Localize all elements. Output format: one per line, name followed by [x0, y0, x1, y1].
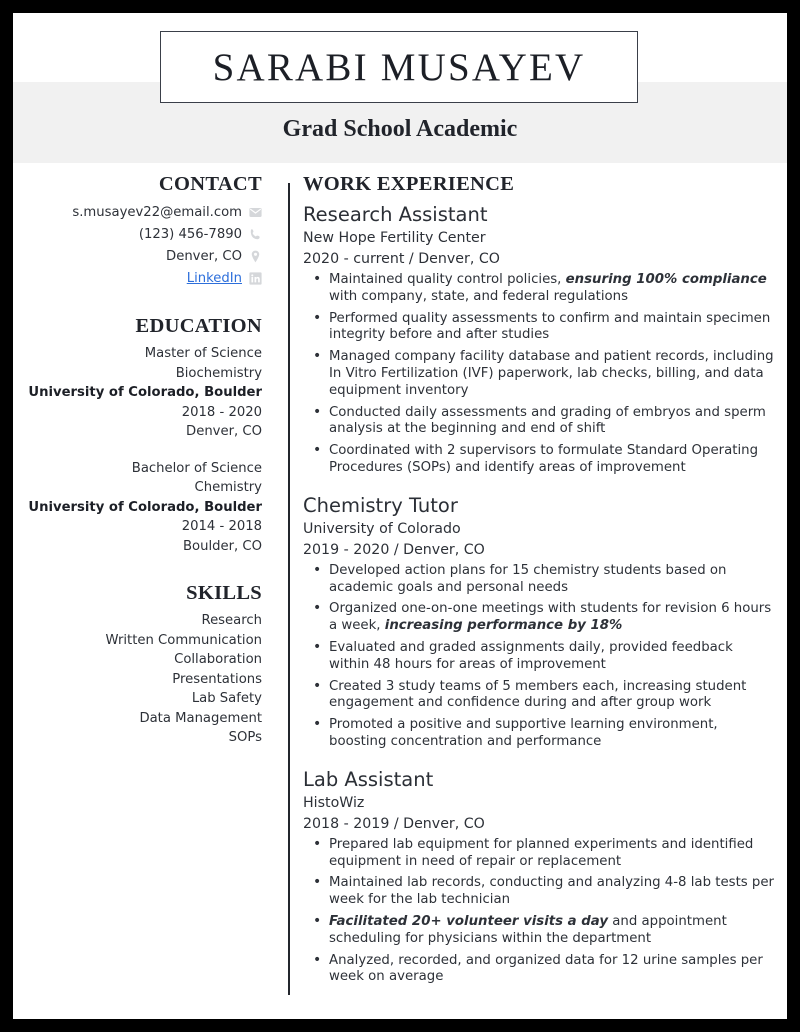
bullet-item: • Maintained lab records, conducting and analyzing 4-8 lab tests per week for the lab technician	[303, 875, 775, 909]
contact-item-phone	[13, 224, 262, 245]
job-meta: 2019 - 2020 / Denver, CO	[303, 541, 485, 558]
resume-body	[13, 173, 787, 1019]
education-entry	[13, 344, 262, 442]
contact-heading: CONTACT	[158, 173, 262, 195]
job-entry	[303, 767, 775, 986]
resume-paper	[13, 13, 787, 1019]
bullet-item: • Conducted daily assessments and grading of embryos and sperm analysis at the beginning and end of shift	[303, 405, 775, 439]
education-entry	[13, 459, 262, 557]
phone-icon	[249, 228, 262, 241]
bullet-item: • Promoted a positive and supportive learning environment, boosting concentration and performance	[303, 717, 775, 751]
education-location: Boulder, CO	[182, 538, 262, 554]
education-school: University of Colorado, Boulder	[28, 499, 262, 515]
linkedin-link[interactable]: LinkedIn	[186, 271, 242, 286]
job-entry	[303, 202, 775, 477]
contact-phone-text: (123) 456-7890	[138, 227, 242, 242]
job-company: HistoWiz	[303, 794, 365, 811]
name-box	[160, 31, 638, 103]
work-experience-heading: WORK EXPERIENCE	[303, 173, 515, 195]
location-pin-icon	[249, 250, 262, 263]
education-field: Chemistry	[194, 480, 262, 495]
skill-item: Research	[201, 613, 262, 628]
bullet-item: • Maintained quality control policies, ensuring 100% compliance with company, state, and federal regulations	[303, 272, 775, 306]
education-degree: Master of Science	[144, 346, 262, 361]
education-field: Biochemistry	[175, 365, 262, 381]
bullet-item: • Evaluated and graded assignments daily, provided feedback within 48 hours for areas of improvement	[303, 640, 775, 674]
section-contact	[13, 173, 262, 289]
job-bullets	[303, 272, 775, 477]
linkedin-icon[interactable]	[249, 272, 262, 285]
education-heading: EDUCATION	[135, 315, 262, 337]
contact-item-location	[13, 246, 262, 267]
bullet-item: • Created 3 study teams of 5 members each, increasing student engagement and confidence during and after group work	[303, 679, 775, 713]
main-column	[303, 173, 787, 991]
education-degree: Bachelor of Science	[131, 460, 262, 476]
bullet-item: • Managed company facility database and patient records, including In Vitro Fertilization (IVF) paperwork, lab checks, billing, and data equipment inventory	[303, 349, 775, 399]
contact-email-text: s.musayev22@email.com	[72, 205, 242, 220]
job-bullets	[303, 563, 775, 751]
header-subtitle: Grad School Academic	[282, 116, 518, 142]
column-divider	[288, 183, 290, 995]
job-meta: 2020 - current / Denver, CO	[303, 251, 500, 267]
contact-location-text: Denver, CO	[166, 249, 242, 264]
job-company: New Hope Fertility Center	[303, 230, 486, 246]
contact-item-linkedin[interactable]	[13, 268, 262, 289]
skills-heading: SKILLS	[186, 582, 262, 604]
skill-item: Presentations	[172, 671, 262, 687]
education-dates: 2014 - 2018	[181, 519, 262, 534]
job-title: Lab Assistant	[303, 767, 434, 791]
skill-item: Lab Safety	[191, 691, 262, 706]
education-school: University of Colorado, Boulder	[28, 385, 262, 400]
bullet-item: • Developed action plans for 15 chemistry students based on academic goals and personal needs	[303, 563, 775, 597]
sidebar	[13, 173, 275, 748]
skill-item: Written Communication	[105, 632, 262, 648]
job-meta: 2018 - 2019 / Denver, CO	[303, 815, 485, 832]
bullet-item: • Organized one-on-one meetings with students for revision 6 hours a week, increasing performance by 18%	[303, 601, 775, 635]
bullet-item: • Coordinated with 2 supervisors to formulate Standard Operating Procedures (SOPs) and identify areas of improvement	[303, 443, 775, 477]
bullet-item: • Prepared lab equipment for planned experiments and identified equipment in need of repair or replacement	[303, 837, 775, 871]
bullet-item: • Facilitated 20+ volunteer visits a day and appointment scheduling for physicians within the department	[303, 914, 775, 948]
bullet-item: • Analyzed, recorded, and organized data for 12 urine samples per week on average	[303, 953, 775, 987]
section-education	[13, 315, 262, 556]
education-location: Denver, CO	[186, 424, 262, 439]
skill-item: Collaboration	[174, 652, 262, 667]
education-dates: 2018 - 2020	[181, 404, 262, 420]
job-company: University of Colorado	[303, 520, 461, 537]
contact-item-email	[13, 202, 262, 223]
skill-item: SOPs	[228, 730, 262, 745]
skill-item: Data Management	[139, 710, 262, 726]
section-skills	[13, 582, 262, 748]
job-title: Research Assistant	[303, 203, 488, 226]
envelope-icon	[249, 206, 262, 219]
job-bullets	[303, 837, 775, 986]
job-entry	[303, 493, 775, 751]
job-title: Chemistry Tutor	[303, 493, 458, 517]
page-title: SARABI MUSAYEV	[212, 45, 586, 89]
bullet-item: • Performed quality assessments to confirm and maintain specimen integrity before and after studies	[303, 311, 775, 345]
